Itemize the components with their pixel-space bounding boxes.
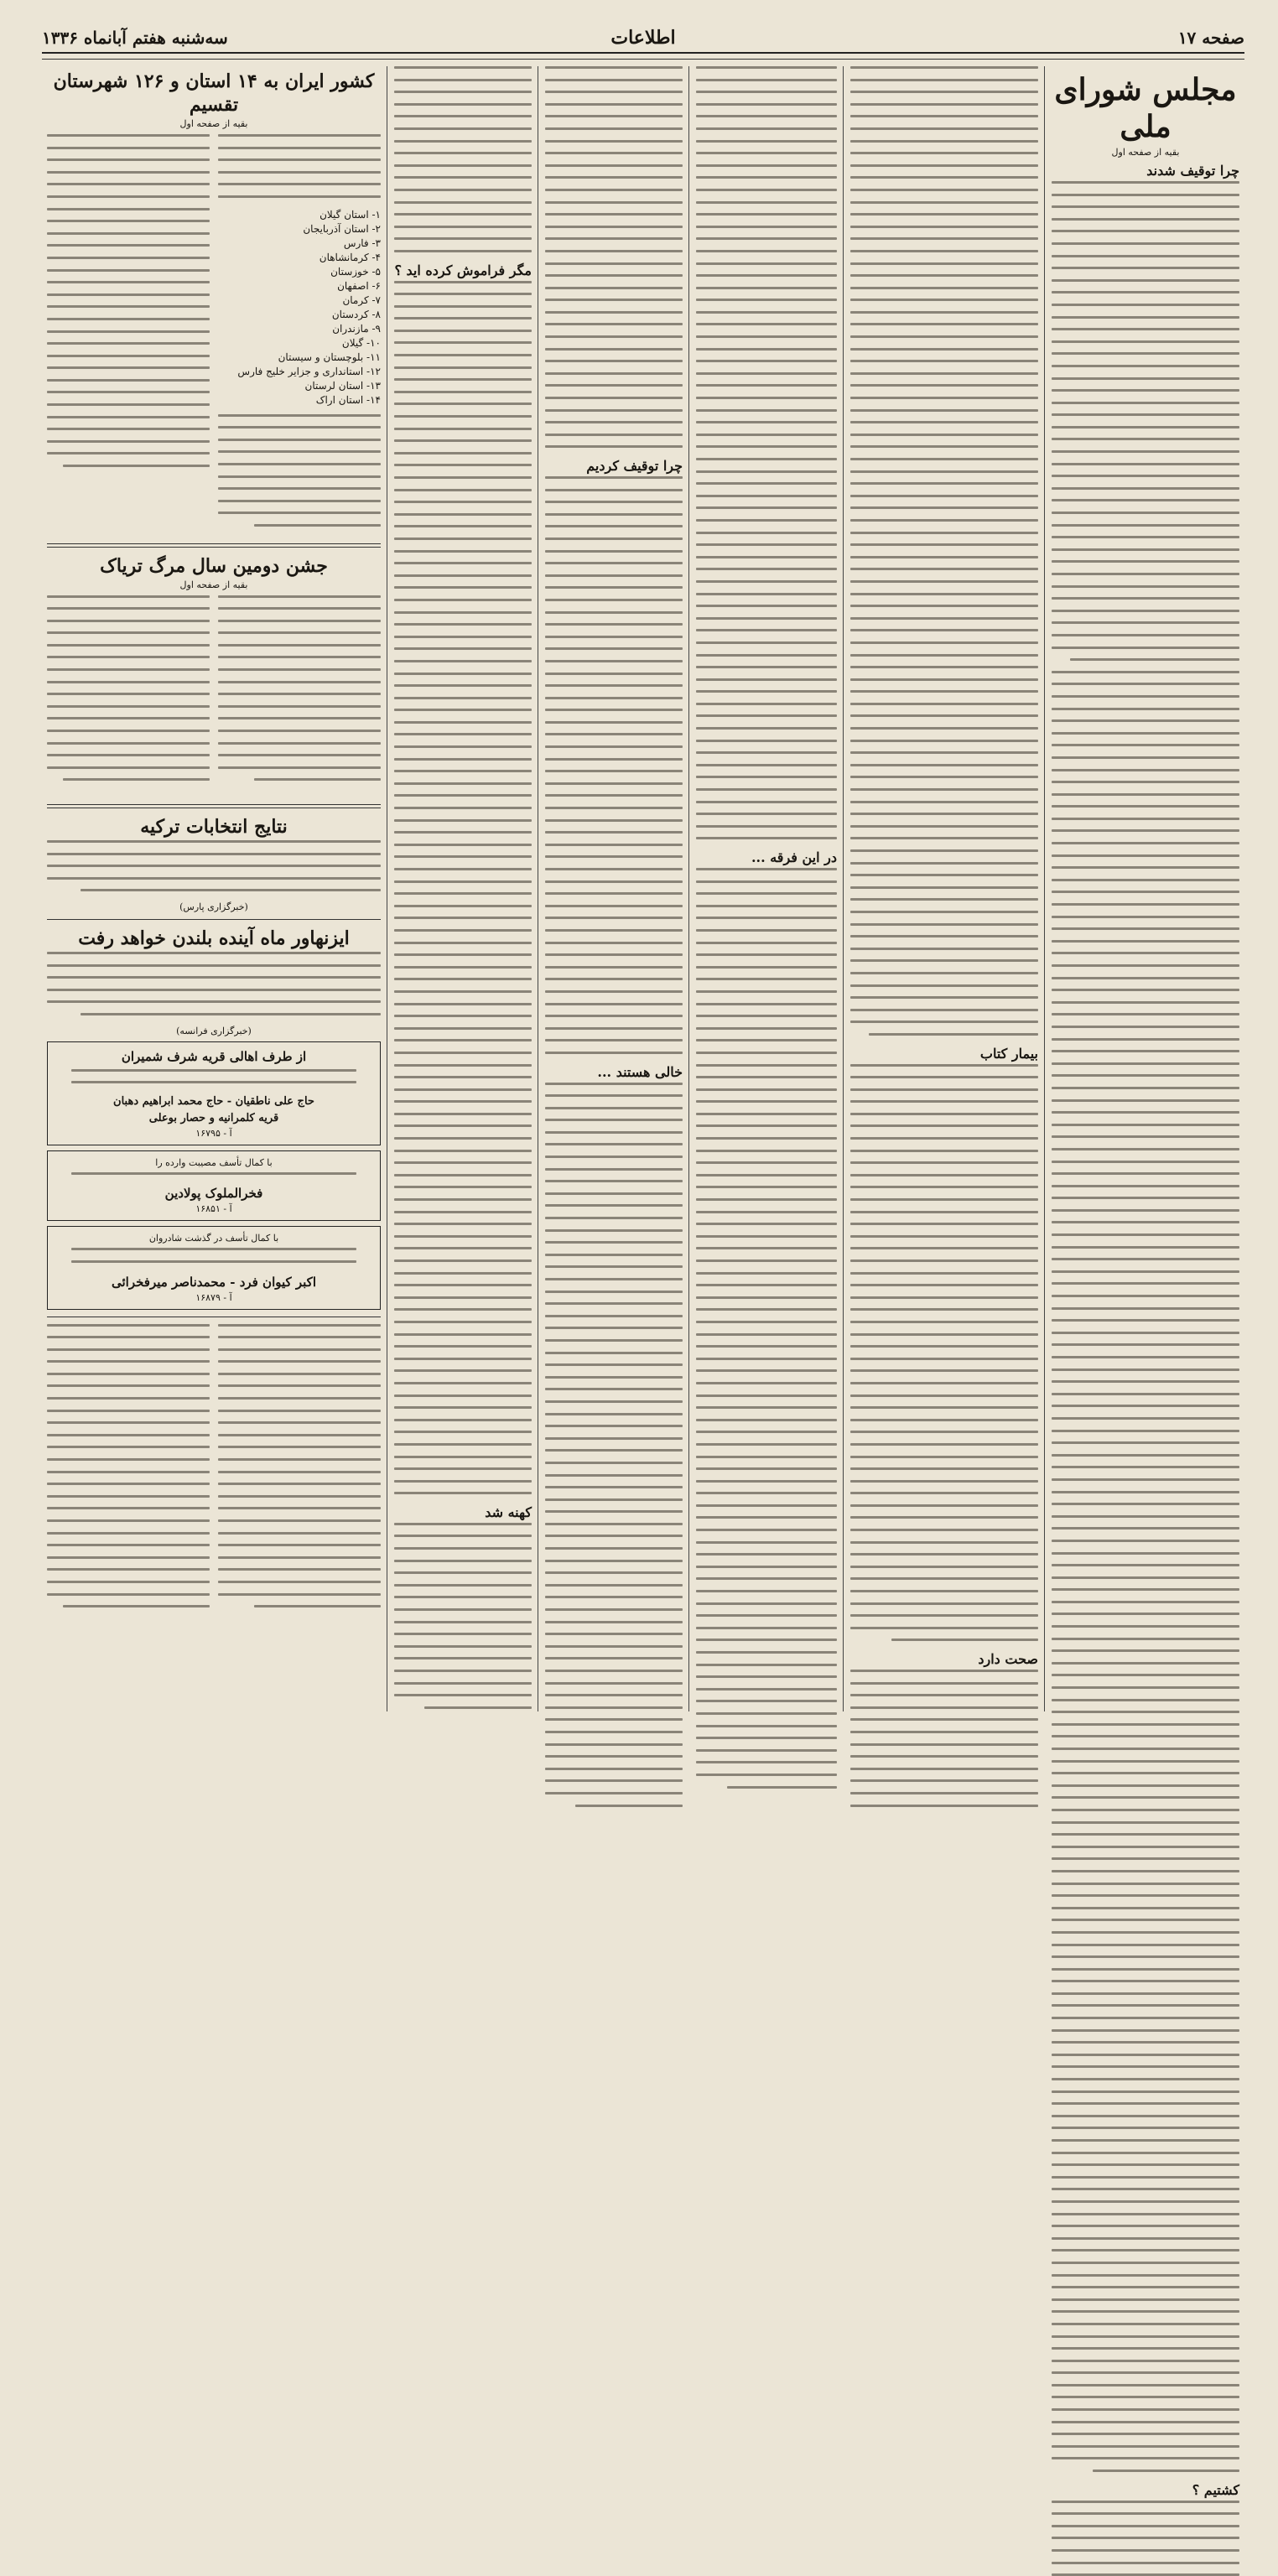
majlis-closing: کشتیم ؟ — [1192, 2481, 1239, 2498]
province-item: ۶- اصفهان — [337, 279, 381, 292]
masthead — [42, 23, 1244, 54]
majlis-body-1 — [1052, 181, 1239, 661]
ad1-name: حاج علی ناطقیان - حاج محمد ابراهیم دهبان — [113, 1094, 314, 1108]
ad1-place: قریه کلمرانیه و حصار بوعلی — [148, 1111, 279, 1124]
center-heading-1: مگر فراموش کرده اید ؟ — [394, 262, 532, 278]
majlis-subhead-2: بیمار کتاب — [979, 1045, 1038, 1062]
moon-source: (خبرگزاری فرانسه) — [176, 1025, 252, 1036]
column-center-1 — [691, 66, 842, 1711]
center-heading-4: خالی هستند ... — [597, 1063, 683, 1080]
opium-title: جشن دومین سال مرگ تریاک — [100, 554, 328, 577]
turkey-title: نتایج انتخابات ترکیه — [140, 816, 288, 838]
center-heading-3: در این فرقه ... — [751, 849, 837, 865]
majlis-title: مجلس شورای ملی — [1054, 72, 1237, 144]
ad3-name: اکبر کیوان فرد - محمدناصر میرفخرائی — [111, 1274, 316, 1290]
province-item: ۵- خوزستان — [330, 265, 381, 278]
majlis-subhead-3: صحت دارد — [978, 1651, 1038, 1667]
column-left — [42, 66, 386, 1711]
page-number: صفحه ۱۷ — [1177, 28, 1244, 48]
majlis-body-2 — [1052, 671, 1239, 2472]
condolence-ad-2 — [47, 1150, 381, 1222]
moon-title: ایزنهاور ماه آینده بلندن خواهد رفت — [78, 927, 350, 949]
condolence-ad-1 — [47, 1041, 381, 1145]
column-majlis-2 — [845, 66, 1043, 1711]
ad3-title: با کمال تأسف در گذشت شادروان — [148, 1233, 279, 1244]
provinces-continued: بقیه از صفحه اول — [179, 118, 248, 129]
ad1-code: آ - ۱۶۷۹۵ — [195, 1127, 232, 1139]
columns — [42, 66, 1244, 2498]
ad2-title: با کمال تأسف مصیبت وارده را — [155, 1156, 273, 1168]
majlis-continued: بقیه از صفحه اول — [1111, 147, 1180, 158]
ad3-code: آ - ۱۶۸۷۹ — [195, 1291, 232, 1303]
column-center-3 — [389, 66, 537, 1711]
ad2-code: آ - ۱۶۸۵۱ — [195, 1203, 232, 1215]
opium-continued: بقیه از صفحه اول — [179, 579, 248, 590]
ad1-title: از طرف اهالی قریه شرف شمیران — [121, 1048, 307, 1064]
turkey-source: (خبرگزاری پارس) — [179, 901, 248, 912]
issue-date: سه‌شنبه هفتم آبانماه ۱۳۳۶ — [42, 28, 228, 48]
province-item: ۹- مازندران — [332, 322, 381, 335]
column-majlis — [1047, 66, 1244, 2498]
ad2-name: فخرالملوک پولادین — [164, 1186, 263, 1202]
provinces-title: کشور ایران به ۱۴ استان و ۱۲۶ شهرستان تقسیم — [53, 70, 375, 116]
province-item: ۱۴- استان اراک — [315, 393, 381, 406]
province-item: ۱۳- استان لرستان — [304, 379, 381, 392]
province-item: ۱۲- استانداری و جزایر خلیج فارس — [237, 365, 381, 377]
center-heading-2: چرا توقیف کردیم — [586, 458, 683, 474]
paper-name: اطلاعات — [610, 27, 676, 49]
condolence-ad-3 — [47, 1226, 381, 1309]
province-item: ۷- کرمان — [342, 293, 381, 306]
province-item: ۱- استان گیلان — [320, 208, 381, 221]
province-item: ۲- استان آذربایجان — [303, 222, 381, 235]
column-center-2 — [540, 66, 688, 1711]
province-item: ۱۰- گیلان — [341, 336, 381, 349]
province-item: ۴- کرمانشاهان — [319, 251, 381, 263]
province-item: ۸- کردستان — [331, 308, 381, 320]
center-heading-5: کهنه شد — [485, 1504, 532, 1520]
province-item: ۱۱- بلوچستان و سیستان — [278, 351, 381, 363]
province-item: ۳- فارس — [343, 236, 381, 249]
provinces-list — [218, 208, 381, 408]
majlis-subhead: چرا توقیف شدند — [1146, 163, 1239, 179]
